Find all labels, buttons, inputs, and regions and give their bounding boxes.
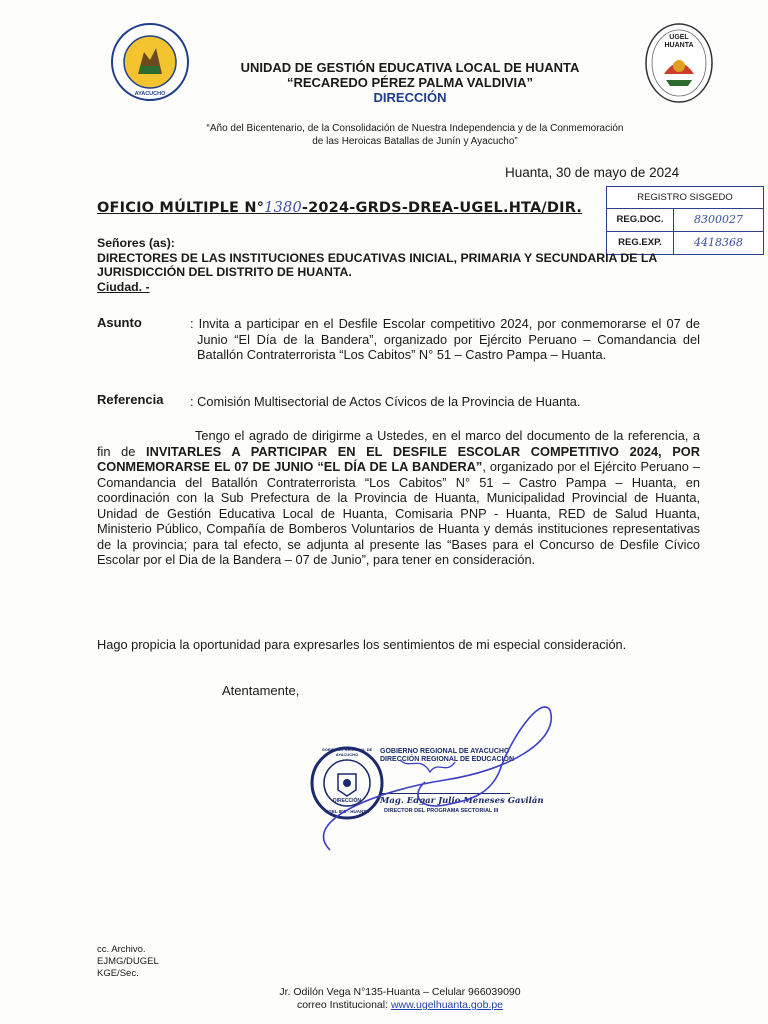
sisgedo-doc-row xyxy=(607,209,763,232)
oficio-suffix: -2024-GRDS-DREA-UGEL.HTA/DIR. xyxy=(301,200,583,216)
cc-line-3: KGE/Sec. xyxy=(97,968,139,979)
reg-doc-label: REG.DOC. xyxy=(607,209,674,231)
oficio-prefix: OFICIO MÚLTIPLE N° xyxy=(97,200,265,216)
addressee-block xyxy=(97,236,687,294)
asunto-label: Asunto xyxy=(97,315,142,330)
footer-email-label: correo Institucional: xyxy=(296,999,391,1011)
body-part-1: Tengo el agrado de dirigirme a Ustedes, en el marco del documento de la referencia, a fin de xyxy=(97,428,700,459)
body-part-2: , organizado por el Ejército Peruano – Comandancia del Batallón Contraterrorista “Los Cabitos” N° 51 – Castro Pampa – Huanta, en coordinación con la Sub Prefectura de la Provincia de Huanta, Municipalidad Provincial de Huanta, Unidad de Gestión Educativa Local de Huanta, Comisaria PNP - Huanta, RED de Salud Huanta, Ministerio Público, Compañía de Bomberos Voluntarios de Huanta y demás instituciones representativas de la provincia; para tal efecto, se adjunta al presente las “Bases para el Concurso de Desfile Cívico Escolar por el Dia de la Bandera – 07 de Junio”, para tener en consideración. xyxy=(97,459,700,567)
dre-ayacucho-logo xyxy=(110,22,190,102)
referencia-label: Referencia xyxy=(97,392,164,407)
letterhead xyxy=(190,60,630,105)
addressee-line-1: DIRECTORES DE LAS INSTITUCIONES EDUCATIVAS INICIAL, PRIMARIA Y SECUNDARIA DE LA xyxy=(97,250,658,265)
closing-line: Hago propicia la oportunidad para expresarles los sentimientos de mi especial consideración. xyxy=(97,637,627,652)
header-line-2: “RECAREDO PÉREZ PALMA VALDIVIA” xyxy=(286,75,534,90)
right-logo-text-top: UGEL xyxy=(669,34,689,41)
body-bold: INVITARLES A PARTICIPAR EN EL DESFILE ESCOLAR COMPETITIVO 2024, POR CONMEMORARSE EL 07 DE JUNIO “EL DÍA DE LA BANDERA” xyxy=(97,443,700,474)
letter-date: Huanta, 30 de mayo de 2024 xyxy=(505,165,680,180)
header-line-1: UNIDAD DE GESTIÓN EDUCATIVA LOCAL DE HUANTA xyxy=(240,60,580,75)
reg-exp-value: 4418368 xyxy=(694,236,743,249)
oficio-handwritten-number: 1380 xyxy=(264,200,302,216)
footer-website-link[interactable]: www.ugelhuanta.gob.pe xyxy=(390,999,504,1011)
year-motto xyxy=(180,122,650,148)
left-logo-text-bottom: AYACUCHO xyxy=(134,91,166,97)
referencia-text: : Comisión Multisectorial de Actos Cívicos de la Provincia de Huanta. xyxy=(190,394,581,409)
cc-line-1: cc. Archivo. xyxy=(97,944,146,955)
stamp-name: Mag. Edgar Julio Meneses Gavilán xyxy=(380,796,544,806)
reg-doc-value: 8300027 xyxy=(694,213,743,226)
body-paragraph xyxy=(97,428,700,568)
page-footer xyxy=(200,986,600,1012)
oficio-number xyxy=(97,200,582,216)
ugel-huanta-logo xyxy=(644,22,714,104)
stamp-line-2: DIRECCIÓN REGIONAL DE EDUCACIÓN xyxy=(380,756,515,763)
sisgedo-title: REGISTRO SISGEDO xyxy=(607,187,763,209)
motto-line-2: de las Heroicas Batallas de Junín y Ayacucho” xyxy=(312,136,518,147)
cc-block xyxy=(97,944,159,980)
seal-center: DIRECCIÓN xyxy=(332,798,362,804)
footer-email-line xyxy=(200,999,600,1012)
cc-line-2: EJMG/DUGEL xyxy=(97,956,159,967)
seal-ring-bottom: UGEL 805 - HUANTA xyxy=(325,809,369,814)
addressee-line-2: JURISDICCIÓN DEL DISTRITO DE HUANTA. xyxy=(97,265,352,279)
footer-address: Jr. Odilón Vega N°135-Huanta – Celular 966039090 xyxy=(279,986,521,998)
motto-line-1: “Año del Bicentenario, de la Consolidación de Nuestra Independencia y de la Conmemoración xyxy=(206,123,624,134)
addressee-city: Ciudad. - xyxy=(97,279,150,294)
salutation: Señores (as): xyxy=(97,236,175,250)
reg-exp-label: REG.EXP. xyxy=(607,232,674,254)
header-line-3: DIRECCIÓN xyxy=(373,90,447,105)
asunto-text: : Invita a participar en el Desfile Escolar competitivo 2024, por conmemorarse el 07 de Junio “El Día de la Bandera”, organizado por Ejército Peruano – Comandancia del Batallón Contraterrorista “Los Cabitos” N° 51 – Castro Pampa – Huanta. xyxy=(190,316,700,362)
signature xyxy=(270,700,590,860)
seal-ring-top: GOBIERNO REGIONAL DE AYACUCHO xyxy=(321,747,373,757)
right-logo-text-mid: HUANTA xyxy=(664,42,694,49)
stamp-line-1: GOBIERNO REGIONAL DE AYACUCHO xyxy=(380,748,510,755)
regards: Atentamente, xyxy=(222,683,300,698)
stamp-role: DIRECTOR DEL PROGRAMA SECTORIAL III xyxy=(384,808,499,814)
